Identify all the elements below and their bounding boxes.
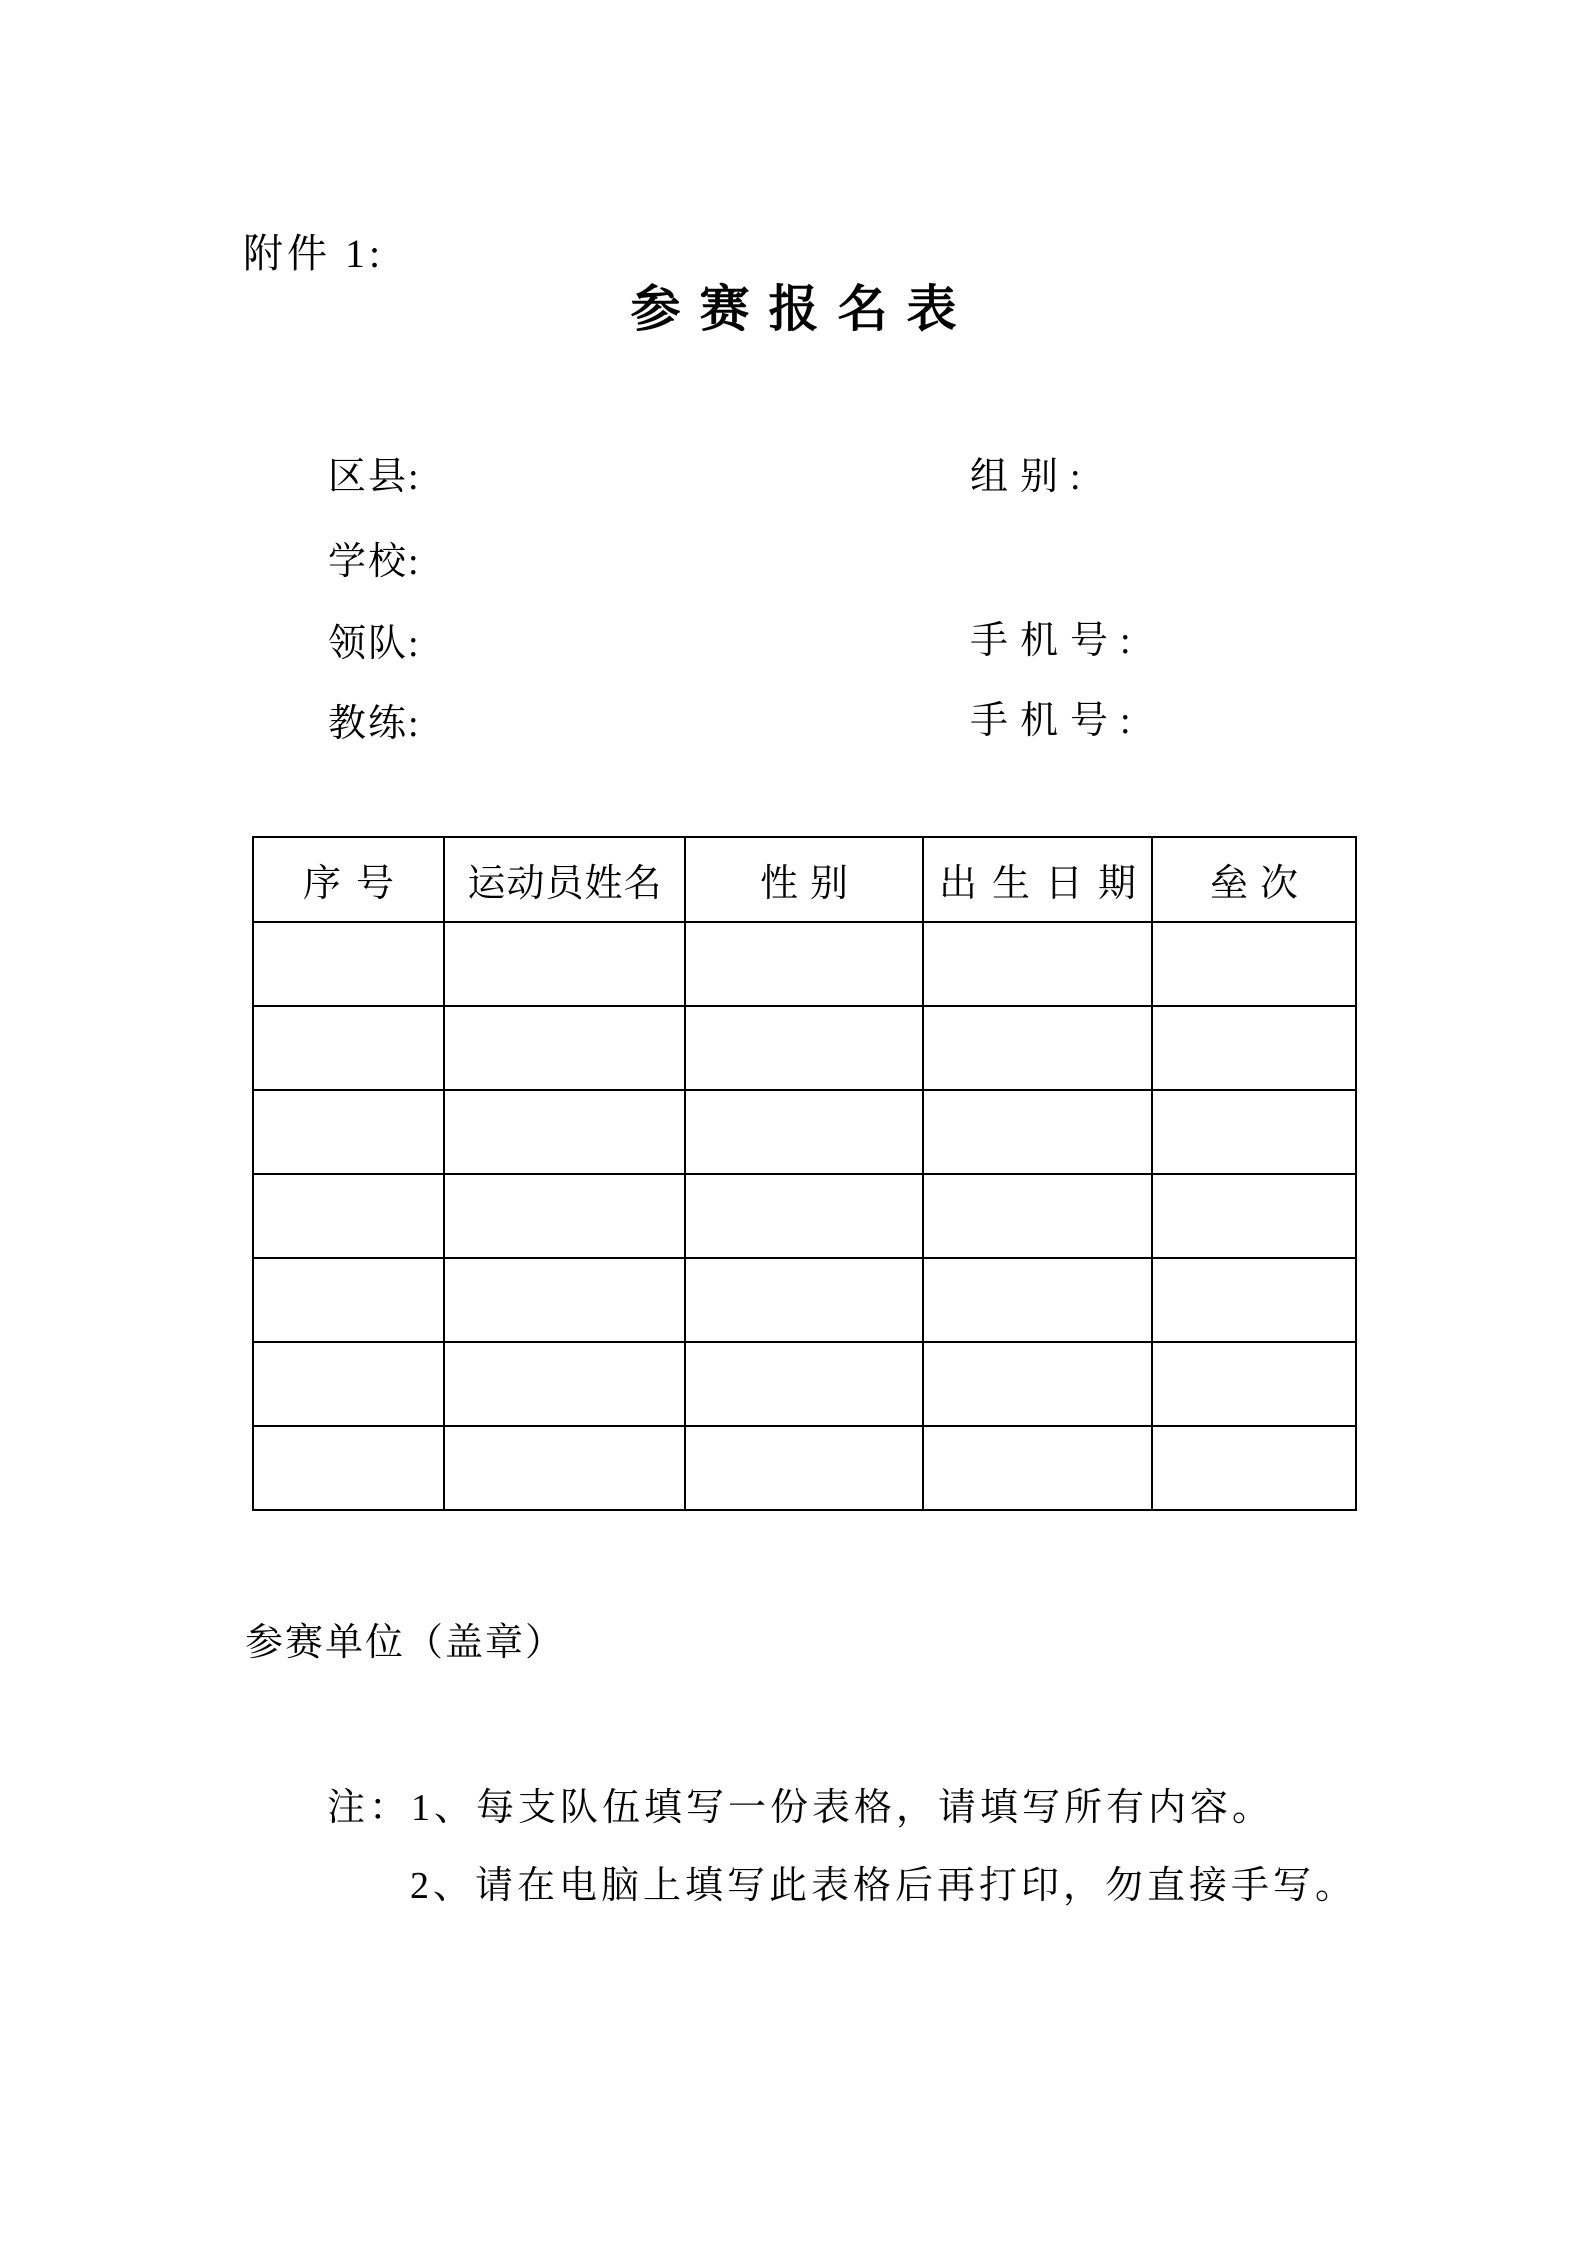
roster-cell[interactable] [685, 922, 923, 1006]
roster-cell[interactable] [685, 1006, 923, 1090]
school-label: 学校: [328, 541, 421, 583]
roster-cell[interactable] [1152, 922, 1356, 1006]
roster-cell[interactable] [253, 1426, 444, 1510]
coach-label: 教练: [328, 703, 421, 745]
roster-cell[interactable] [444, 1006, 685, 1090]
coach-phone-label: 手机号: [970, 700, 1143, 742]
roster-cell[interactable] [444, 1174, 685, 1258]
roster-cell[interactable] [444, 1258, 685, 1342]
roster-cell[interactable] [923, 1174, 1152, 1258]
roster-cell[interactable] [253, 922, 444, 1006]
roster-cell[interactable] [923, 922, 1152, 1006]
roster-cell[interactable] [253, 1342, 444, 1426]
header-athlete-name: 运动员姓名 [444, 837, 685, 922]
header-base-position: 垒次 [1152, 837, 1356, 922]
roster-cell[interactable] [253, 1174, 444, 1258]
roster-cell[interactable] [253, 1090, 444, 1174]
header-birth-date: 出生日期 [923, 837, 1152, 922]
roster-cell[interactable] [685, 1342, 923, 1426]
note-line-1: 注：1、每支队伍填写一份表格，请填写所有内容。 [327, 1787, 1275, 1829]
roster-cell[interactable] [1152, 1342, 1356, 1426]
roster-cell[interactable] [923, 1006, 1152, 1090]
roster-cell[interactable] [923, 1342, 1152, 1426]
group-label: 组别: [970, 456, 1093, 498]
participating-unit-stamp-label: 参赛单位（盖章） [245, 1622, 566, 1664]
roster-cell[interactable] [923, 1426, 1152, 1510]
roster-empty-row [253, 1258, 1356, 1342]
roster-cell[interactable] [444, 922, 685, 1006]
roster-empty-row [253, 1006, 1356, 1090]
leader-phone-label: 手机号: [970, 620, 1143, 662]
district-label: 区县: [328, 456, 421, 498]
page-title: 参赛报名表 [630, 281, 976, 337]
header-serial-number: 序号 [253, 837, 444, 922]
roster-cell[interactable] [444, 1426, 685, 1510]
roster-cell[interactable] [923, 1258, 1152, 1342]
roster-empty-row [253, 1174, 1356, 1258]
team-leader-label: 领队: [328, 623, 421, 665]
roster-cell[interactable] [1152, 1258, 1356, 1342]
roster-empty-row [253, 1090, 1356, 1174]
roster-cell[interactable] [1152, 1090, 1356, 1174]
roster-cell[interactable] [1152, 1174, 1356, 1258]
roster-cell[interactable] [1152, 1006, 1356, 1090]
attachment-label: 附件 1: [243, 231, 385, 276]
roster-cell[interactable] [923, 1090, 1152, 1174]
header-gender: 性别 [685, 837, 923, 922]
roster-header-row [253, 837, 1356, 922]
roster-cell[interactable] [444, 1090, 685, 1174]
roster-cell[interactable] [253, 1006, 444, 1090]
athlete-roster-table [252, 836, 1357, 1511]
roster-cell[interactable] [685, 1174, 923, 1258]
roster-cell[interactable] [685, 1258, 923, 1342]
roster-cell[interactable] [253, 1258, 444, 1342]
roster-cell[interactable] [685, 1090, 923, 1174]
roster-cell[interactable] [444, 1342, 685, 1426]
roster-empty-row [253, 1426, 1356, 1510]
roster-empty-row [253, 1342, 1356, 1426]
roster-cell[interactable] [685, 1426, 923, 1510]
note-line-2: 2、请在电脑上填写此表格后再打印，勿直接手写。 [410, 1865, 1358, 1907]
roster-empty-row [253, 922, 1356, 1006]
roster-cell[interactable] [1152, 1426, 1356, 1510]
